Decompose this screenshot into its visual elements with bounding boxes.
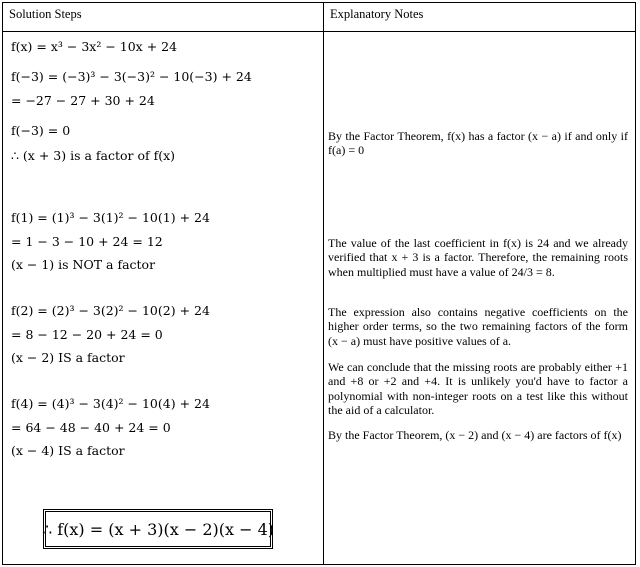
note-factor-conclusion: By the Factor Theorem, (x − 2) and (x − 4) are factors of f(x) bbox=[328, 428, 622, 442]
step-evaluate-2: f(2) = (2)³ − 3(2)² − 10(2) + 24 bbox=[11, 303, 210, 318]
solution-table bbox=[2, 2, 636, 565]
step-not-factor-x-minus-1: (x − 1) is NOT a factor bbox=[11, 257, 156, 272]
step-factor-x-minus-4: (x − 4) IS a factor bbox=[11, 443, 125, 458]
header-divider bbox=[3, 31, 635, 32]
note-last-coefficient: The value of the last coefficient in f(x) is 24 and we already verified that x + 3 is a factor. Therefore, the remaining roots when multiplied must have a value of 24/3 = 8. bbox=[328, 236, 628, 279]
note-negative-coefficients: The expression also contains negative coefficients on the higher order terms, so the two remaining factors of the form (x − a) must have positive values of a. bbox=[328, 305, 628, 348]
step-factor-x-plus-3: ∴ (x + 3) is a factor of f(x) bbox=[11, 148, 176, 163]
step-simplify-4: = 64 − 48 − 40 + 24 = 0 bbox=[11, 420, 171, 435]
step-evaluate-minus3: f(−3) = (−3)³ − 3(−3)² − 10(−3) + 24 bbox=[11, 69, 252, 84]
step-simplify-minus3: = −27 − 27 + 30 + 24 bbox=[11, 93, 155, 108]
step-simplify-2: = 8 − 12 − 20 + 24 = 0 bbox=[11, 327, 163, 342]
step-simplify-1: = 1 − 3 − 10 + 24 = 12 bbox=[11, 234, 163, 249]
final-answer-box: ∴ f(x) = (x + 3)(x − 2)(x − 4) bbox=[43, 509, 273, 549]
note-missing-roots: We can conclude that the missing roots are probably either +1 and +8 or +2 and +4. It is unlikely you'd have to factor a polynomial with non-integer roots on a test like this without the aid of a calculator. bbox=[328, 360, 628, 417]
step-result-minus3: f(−3) = 0 bbox=[11, 123, 71, 138]
header-solution-steps: Solution Steps bbox=[9, 7, 82, 21]
step-factor-x-minus-2: (x − 2) IS a factor bbox=[11, 350, 125, 365]
header-explanatory-notes: Explanatory Notes bbox=[330, 7, 424, 21]
column-divider bbox=[323, 3, 324, 564]
note-factor-theorem: By the Factor Theorem, f(x) has a factor (x − a) if and only if f(a) = 0 bbox=[328, 129, 628, 158]
step-evaluate-4: f(4) = (4)³ − 3(4)² − 10(4) + 24 bbox=[11, 396, 210, 411]
step-function-definition: f(x) = x³ − 3x² − 10x + 24 bbox=[11, 39, 178, 54]
step-evaluate-1: f(1) = (1)³ − 3(1)² − 10(1) + 24 bbox=[11, 210, 210, 225]
